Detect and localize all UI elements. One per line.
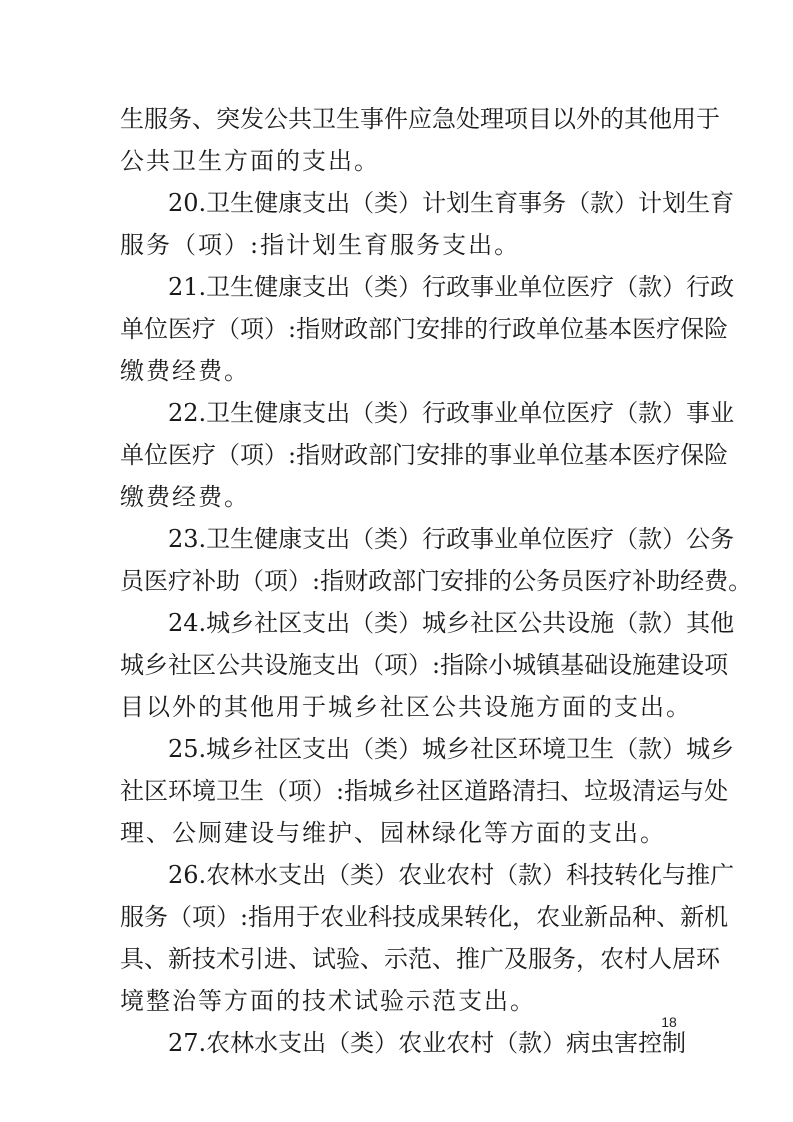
paragraph-25-line-3: 理、公厕建设与维护、园林绿化等方面的支出。 bbox=[120, 819, 666, 847]
paragraph-26-line-2: 服务（项）:指用于农业科技成果转化，农业新品种、新机 bbox=[120, 903, 729, 931]
paragraph-24-line-3: 目以外的其他用于城乡社区公共设施方面的支出。 bbox=[120, 693, 692, 721]
paragraph-22-line-3: 缴费经费。 bbox=[120, 483, 250, 511]
paragraph-23-line-1: 23.卫生健康支出（类）行政事业单位医疗（款）公务 bbox=[168, 525, 735, 553]
page-number: 18 bbox=[661, 1014, 677, 1030]
text-line: 生服务、突发公共卫生事件应急处理项目以外的其他用于 bbox=[120, 105, 720, 133]
paragraph-23-line-2: 员医疗补助（项）:指财政部门安排的公务员医疗补助经费。 bbox=[120, 567, 753, 595]
paragraph-26-line-1: 26.农林水支出（类）农业农村（款）科技转化与推广 bbox=[168, 861, 735, 889]
paragraph-25-line-2: 社区环境卫生（项）:指城乡社区道路清扫、垃圾清运与处 bbox=[120, 777, 729, 805]
paragraph-21-line-2: 单位医疗（项）:指财政部门安排的行政单位基本医疗保险 bbox=[120, 315, 729, 343]
paragraph-22-line-1: 22.卫生健康支出（类）行政事业单位医疗（款）事业 bbox=[168, 399, 735, 427]
paragraph-20-line-2: 服务（项）:指计划生育服务支出。 bbox=[120, 231, 521, 259]
paragraph-26-line-4: 境整治等方面的技术试验示范支出。 bbox=[120, 987, 536, 1015]
paragraph-21-line-1: 21.卫生健康支出（类）行政事业单位医疗（款）行政 bbox=[168, 273, 735, 301]
text-line: 公共卫生方面的支出。 bbox=[120, 147, 380, 175]
paragraph-24-line-2: 城乡社区公共设施支出（项）:指除小城镇基础设施建设项 bbox=[120, 651, 729, 679]
paragraph-27-line-1: 27.农林水支出（类）农业农村（款）病虫害控制 bbox=[168, 1029, 687, 1057]
paragraph-20-line-1: 20.卫生健康支出（类）计划生育事务（款）计划生育 bbox=[168, 189, 735, 217]
paragraph-22-line-2: 单位医疗（项）:指财政部门安排的事业单位基本医疗保险 bbox=[120, 441, 729, 469]
paragraph-26-line-3: 具、新技术引进、试验、示范、推广及服务，农村人居环 bbox=[120, 945, 720, 973]
paragraph-24-line-1: 24.城乡社区支出（类）城乡社区公共设施（款）其他 bbox=[168, 609, 735, 637]
paragraph-21-line-3: 缴费经费。 bbox=[120, 357, 250, 385]
paragraph-25-line-1: 25.城乡社区支出（类）城乡社区环境卫生（款）城乡 bbox=[168, 735, 735, 763]
